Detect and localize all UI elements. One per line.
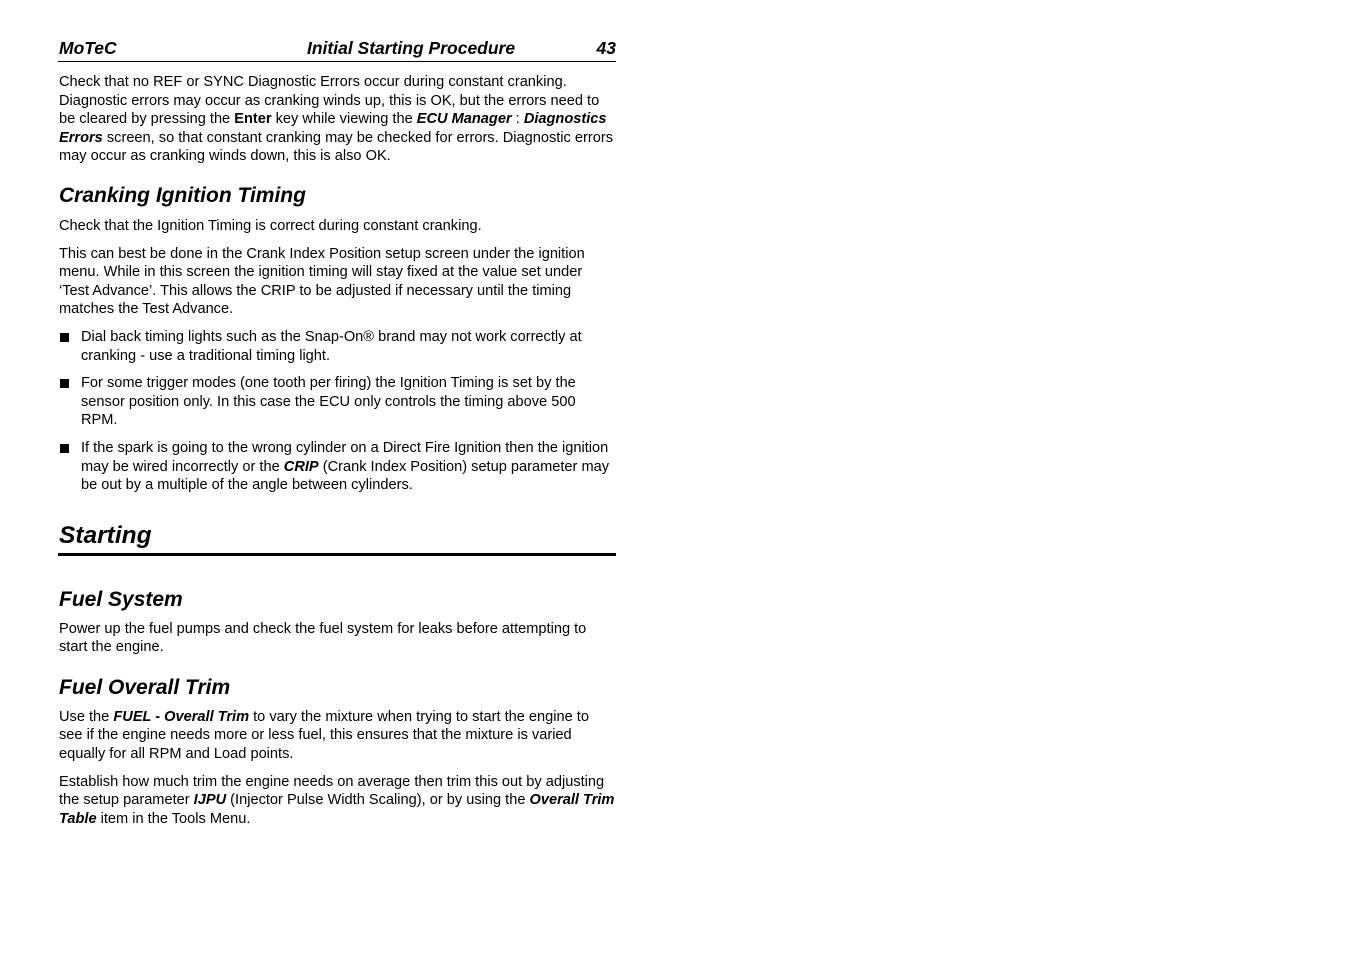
intro-paragraph bbox=[58, 73, 616, 166]
square-bullet-icon bbox=[60, 333, 69, 342]
cranking-paragraph-2: This can best be done in the Crank Index Position setup screen under the ignition menu. While in this screen the ignition timing will stay fixed at the value set under ‘Test Advance’. This allows the CRIP to be adjusted if necessary until the timing matches the Test Advance. bbox=[59, 245, 585, 318]
square-bullet-icon bbox=[60, 379, 69, 388]
square-bullet-icon bbox=[60, 444, 69, 453]
fuel-system-heading: Fuel System bbox=[59, 587, 183, 611]
intro-text-3: screen, so that constant cranking may be checked for errors. Diagnostic errors may occur as cranking winds down, this is also OK. bbox=[59, 129, 614, 165]
overall-trim-table-term: Overall Trim Table bbox=[59, 792, 615, 827]
intro-separator: : bbox=[511, 111, 524, 128]
fuel-trim-text: Establish how much trim the engine needs on average then trim this out by adjusting the setup parameter bbox=[59, 773, 605, 809]
fuel-system-paragraph: Power up the fuel pumps and check the fuel system for leaks before attempting to start the engine. bbox=[59, 620, 587, 656]
bullet-text: (Crank Index Position) setup parameter may be out by a multiple of the angle between cylinders. bbox=[81, 458, 610, 494]
cranking-bullet-list bbox=[58, 328, 616, 495]
starting-section-heading: Starting bbox=[58, 520, 616, 556]
intro-text-1: Check that no REF or SYNC Diagnostic Errors occur during constant cranking. Diagnostic errors may occur as cranking winds up, this is OK, but the errors need to be cleared by pressing the bbox=[59, 74, 600, 128]
fuel-trim-paragraph-1 bbox=[58, 708, 616, 764]
fuel-trim-text: item in the Tools Menu. bbox=[96, 810, 251, 827]
enter-key-term: Enter bbox=[234, 111, 272, 128]
ijpu-term: IJPU bbox=[193, 792, 227, 809]
document-page bbox=[58, 36, 616, 828]
list-item bbox=[58, 439, 616, 495]
ecu-manager-term: ECU Manager bbox=[416, 111, 512, 128]
fuel-trim-text: to vary the mixture when trying to start the engine to see if the engine needs more or less fuel, this ensures that the mixture is varied equally for all RPM and Load points. bbox=[59, 708, 589, 763]
bullet-text: Dial back timing lights such as the Snap-On® brand may not work correctly at cranking - use a traditional timing light. bbox=[81, 328, 582, 364]
running-header bbox=[58, 36, 616, 62]
header-chapter-title: Initial Starting Procedure bbox=[307, 38, 516, 58]
diagnostics-errors-term: Diagnostics Errors bbox=[59, 111, 607, 146]
fuel-trim-text: (Injector Pulse Width Scaling), or by using the bbox=[226, 792, 530, 809]
bullet-text: If the spark is going to the wrong cylinder on a Direct Fire Ignition then the ignition may be wired incorrectly or the bbox=[81, 439, 609, 475]
header-page-number: 43 bbox=[596, 38, 616, 58]
list-item bbox=[58, 328, 616, 365]
fuel-trim-paragraph-2 bbox=[58, 773, 616, 829]
fuel-overall-trim-heading: Fuel Overall Trim bbox=[59, 675, 231, 699]
fuel-trim-text: Use the bbox=[59, 708, 114, 725]
cranking-ignition-timing-heading: Cranking Ignition Timing bbox=[59, 183, 306, 207]
header-brand: MoTeC bbox=[59, 38, 117, 58]
list-item bbox=[58, 374, 616, 430]
cranking-paragraph-1: Check that the Ignition Timing is correct during constant cranking. bbox=[59, 217, 482, 234]
fuel-overall-trim-term: FUEL - Overall Trim bbox=[113, 708, 250, 725]
bullet-text: For some trigger modes (one tooth per firing) the Ignition Timing is set by the sensor position only. In this case the ECU only controls the timing above 500 RPM. bbox=[81, 375, 576, 429]
crip-term: CRIP bbox=[283, 458, 319, 475]
intro-text-2: key while viewing the bbox=[271, 111, 417, 128]
